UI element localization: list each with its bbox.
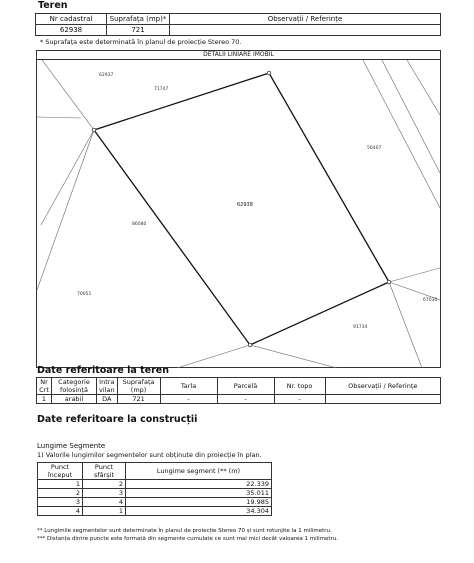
teren-note: * Suprafața este determinată în planul de proiecție Stereo 70. [40, 38, 242, 46]
cell-length: 22.339 [126, 480, 272, 489]
label-parcel-71747: 71747 [154, 87, 169, 92]
header-suprafata: Suprafața (mp)* [107, 14, 170, 25]
label-parcel-67030: 67030 [423, 298, 438, 303]
cell-observatii [170, 25, 441, 36]
cadastral-plan [37, 60, 440, 368]
table-header-row [38, 463, 272, 480]
cell-categorie: arabil [52, 395, 97, 404]
cell-end: 3 [83, 489, 126, 498]
cell-start: 4 [38, 507, 83, 516]
plan-frame [36, 50, 441, 368]
header-punct-sfarsit: Punct sfârșit [83, 463, 126, 480]
cell-end: 1 [83, 507, 126, 516]
header-tarla: Tarla [160, 378, 217, 395]
cell-end: 4 [83, 498, 126, 507]
teren-table [35, 13, 441, 36]
segmente-subtitle: 1) Valorile lungimilor segmentelor sunt obținute din proiecție în plan. [37, 451, 262, 459]
label-parcel-86080: 86080 [132, 222, 147, 227]
header-nr-cadastral: Nr cadastral [36, 14, 107, 25]
table-row [38, 480, 272, 489]
cell-intravilan: DA [97, 395, 118, 404]
header-nr-topo: Nr. topo [274, 378, 325, 395]
segmente-note-1: ** Lungimile segmentelor sunt determinate în planul de proiecție Stereo 70 și sunt rotunjite la 1 milimetru. [37, 528, 332, 534]
date-teren-table [36, 377, 441, 404]
parcel-boundary [94, 73, 389, 345]
label-parcel-56407: 56407 [367, 146, 382, 151]
table-row [36, 25, 441, 36]
table-row [38, 498, 272, 507]
cell-tarla: - [160, 395, 217, 404]
date-teren-title: Date referitoare la teren [37, 365, 169, 376]
cell-start: 1 [38, 480, 83, 489]
header-parcela: Parcelă [217, 378, 274, 395]
table-header-row [37, 378, 441, 395]
cell-suprafata: 721 [107, 25, 170, 36]
header-lungime: Lungime segment (** (m) [126, 463, 272, 480]
table-row [38, 507, 272, 516]
header-intravilan: Intra vilan [97, 378, 118, 395]
cell-nr-cadastral: 62938 [36, 25, 107, 36]
label-parcel-main: 62938 [237, 202, 253, 208]
plan-title: DETALII LINIARE IMOBIL [37, 51, 440, 60]
table-row [38, 489, 272, 498]
header-suprafata: Suprafața (mp) [117, 378, 160, 395]
segmente-note-2: *** Distanța dintre puncte este formată din segmente cumulate ce sunt mai mici decât valoarea 1 milimetru. [37, 536, 339, 542]
cell-nr-crt: 1 [37, 395, 52, 404]
cell-observatii [325, 395, 440, 404]
segmente-table [37, 462, 272, 516]
label-parcel-91734: 91734 [353, 325, 368, 330]
cell-length: 35.011 [126, 489, 272, 498]
teren-title: Teren [38, 0, 68, 11]
header-categorie: Categorie folosință [52, 378, 97, 395]
segmente-title: Lungime Segmente [37, 442, 106, 450]
cell-length: 19.985 [126, 498, 272, 507]
cell-parcela: - [217, 395, 274, 404]
neighbor-lines [37, 60, 440, 368]
label-parcel-70051: 70051 [77, 292, 92, 297]
date-constructii-title: Date referitoare la construcții [37, 414, 198, 425]
header-punct-inceput: Punct început [38, 463, 83, 480]
cell-start: 2 [38, 489, 83, 498]
cell-suprafata: 721 [117, 395, 160, 404]
header-observatii: Observații / Referințe [325, 378, 440, 395]
table-header-row [36, 14, 441, 25]
table-row [37, 395, 441, 404]
cell-start: 3 [38, 498, 83, 507]
cell-length: 34.304 [126, 507, 272, 516]
header-nr-crt: Nr Crt [37, 378, 52, 395]
header-observatii: Observații / Referințe [170, 14, 441, 25]
label-parcel-62937: 62937 [99, 73, 114, 78]
cell-end: 2 [83, 480, 126, 489]
vertex-markers [92, 71, 391, 347]
cell-nr-topo: - [274, 395, 325, 404]
